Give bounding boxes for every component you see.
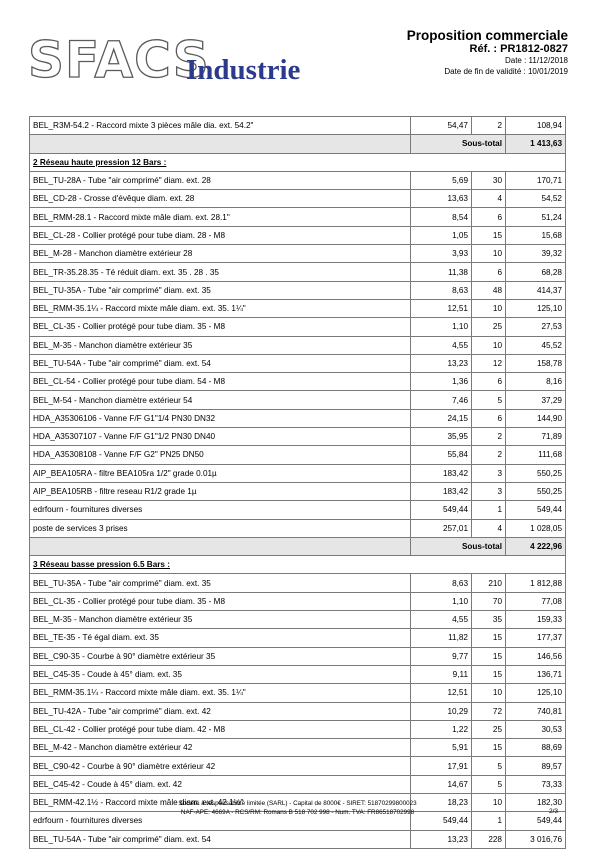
page-number: 2/3	[548, 808, 558, 815]
line-description: BEL_C45-35 - Coude à 45° diam. ext. 35	[30, 665, 411, 683]
table-row	[30, 208, 566, 226]
line-quantity: 25	[472, 318, 506, 336]
footer-line-1: Société à responsabilité limitée (SARL) - Capital de 8000€ - SIRET: 51870299800023	[178, 800, 417, 807]
line-quantity: 6	[472, 263, 506, 281]
line-quantity: 2	[472, 446, 506, 464]
line-unit-price: 17,91	[411, 757, 472, 775]
line-quantity: 1	[472, 501, 506, 519]
line-unit-price: 35,95	[411, 428, 472, 446]
line-unit-price: 55,84	[411, 446, 472, 464]
line-description: BEL_TU-35A - Tube "air comprimé" diam. ext. 35	[30, 574, 411, 592]
line-quantity: 10	[472, 336, 506, 354]
line-total: 182,30	[506, 793, 566, 811]
line-total: 125,10	[506, 684, 566, 702]
line-unit-price: 183,42	[411, 482, 472, 500]
line-unit-price: 5,69	[411, 171, 472, 189]
logo-brand: SFACS	[28, 31, 210, 89]
section-heading-row	[30, 556, 566, 574]
quote-lines-table	[29, 116, 566, 849]
line-description: BEL_C90-42 - Courbe à 90° diamètre extérieur 42	[30, 757, 411, 775]
line-total: 39,32	[506, 245, 566, 263]
line-total: 177,37	[506, 629, 566, 647]
line-unit-price: 12,51	[411, 684, 472, 702]
line-unit-price: 12,51	[411, 299, 472, 317]
table-row	[30, 409, 566, 427]
subtotal-row	[30, 537, 566, 555]
line-description: HDA_A35308108 - Vanne F/F G2" PN25 DN50	[30, 446, 411, 464]
line-total: 125,10	[506, 299, 566, 317]
line-description: BEL_TR-35.28.35 - Té réduit diam. ext. 35 . 28 . 35	[30, 263, 411, 281]
line-total: 8,16	[506, 373, 566, 391]
line-unit-price: 11,82	[411, 629, 472, 647]
line-quantity: 10	[472, 299, 506, 317]
line-quantity: 15	[472, 629, 506, 647]
line-total: 1 028,05	[506, 519, 566, 537]
line-quantity: 3	[472, 482, 506, 500]
table-row	[30, 757, 566, 775]
table-row	[30, 665, 566, 683]
table-row	[30, 117, 566, 135]
line-description: BEL_CL-35 - Collier protégé pour tube diam. 35 - M8	[30, 592, 411, 610]
logo-division: Industrie	[186, 54, 301, 86]
line-description: AIP_BEA105RB - filtre reseau R1/2 grade 1µ	[30, 482, 411, 500]
line-total: 1 812,88	[506, 574, 566, 592]
line-unit-price: 183,42	[411, 464, 472, 482]
line-unit-price: 549,44	[411, 501, 472, 519]
document-title: Proposition commerciale	[406, 28, 568, 43]
section-heading-row	[30, 153, 566, 171]
line-total: 45,52	[506, 336, 566, 354]
line-unit-price: 7,46	[411, 391, 472, 409]
line-quantity: 10	[472, 245, 506, 263]
table-row	[30, 354, 566, 372]
table-row	[30, 702, 566, 720]
line-unit-price: 1,05	[411, 226, 472, 244]
line-description: BEL_TE-35 - Té égal diam. ext. 35	[30, 629, 411, 647]
line-total: 550,25	[506, 482, 566, 500]
line-quantity: 15	[472, 739, 506, 757]
line-quantity: 1	[472, 812, 506, 830]
line-description: AIP_BEA105RA - filtre BEA105ra 1/2" grade 0.01µ	[30, 464, 411, 482]
line-unit-price: 5,91	[411, 739, 472, 757]
line-quantity: 15	[472, 665, 506, 683]
table-row	[30, 281, 566, 299]
line-unit-price: 1,10	[411, 592, 472, 610]
legal-footer	[0, 799, 595, 817]
line-unit-price: 24,15	[411, 409, 472, 427]
document-header	[407, 28, 568, 77]
table-row	[30, 720, 566, 738]
line-description: BEL_RMM-35.1¼ - Raccord mixte mâle diam. ext. 35. 1¼"	[30, 684, 411, 702]
line-description: BEL_C90-35 - Courbe à 90° diamètre extérieur 35	[30, 647, 411, 665]
line-total: 111,68	[506, 446, 566, 464]
table-row	[30, 775, 566, 793]
line-total: 158,78	[506, 354, 566, 372]
line-description: BEL_TU-54A - Tube "air comprimé" diam. ext. 54	[30, 354, 411, 372]
line-description: BEL_RMM-28.1 - Raccord mixte mâle diam. ext. 28.1"	[30, 208, 411, 226]
line-total: 71,89	[506, 428, 566, 446]
line-quantity: 30	[472, 171, 506, 189]
line-unit-price: 8,63	[411, 281, 472, 299]
section-heading: 3 Réseau basse pression 6.5 Bars :	[30, 556, 566, 574]
table-row	[30, 299, 566, 317]
line-total: 108,94	[506, 117, 566, 135]
line-unit-price: 8,54	[411, 208, 472, 226]
line-description: poste de services 3 prises	[30, 519, 411, 537]
table-row	[30, 739, 566, 757]
line-unit-price: 14,67	[411, 775, 472, 793]
line-quantity: 6	[472, 373, 506, 391]
table-row	[30, 464, 566, 482]
line-total: 54,52	[506, 190, 566, 208]
quote-lines-body	[30, 117, 566, 849]
subtotal-spacer	[30, 135, 411, 153]
line-description: BEL_TU-28A - Tube "air comprimé" diam. ext. 28	[30, 171, 411, 189]
line-total: 3 016,76	[506, 830, 566, 848]
line-quantity: 2	[472, 117, 506, 135]
table-row	[30, 428, 566, 446]
table-row	[30, 501, 566, 519]
line-description: BEL_R3M-54.2 - Raccord mixte 3 pièces mâle dia. ext. 54.2"	[30, 117, 411, 135]
company-logo	[28, 32, 318, 88]
table-row	[30, 592, 566, 610]
line-description: BEL_M-54 - Manchon diamètre extérieur 54	[30, 391, 411, 409]
line-total: 136,71	[506, 665, 566, 683]
table-row	[30, 336, 566, 354]
line-description: BEL_CL-54 - Collier protégé pour tube diam. 54 - M8	[30, 373, 411, 391]
line-description: BEL_CD-28 - Crosse d'évêque diam. ext. 28	[30, 190, 411, 208]
line-quantity: 72	[472, 702, 506, 720]
table-row	[30, 830, 566, 848]
line-total: 170,71	[506, 171, 566, 189]
line-description: HDA_A35306106 - Vanne F/F G1"1/4 PN30 DN32	[30, 409, 411, 427]
line-total: 15,68	[506, 226, 566, 244]
line-unit-price: 1,36	[411, 373, 472, 391]
table-row	[30, 171, 566, 189]
line-quantity: 4	[472, 190, 506, 208]
document-date: Date : 11/12/2018	[504, 56, 568, 65]
subtotal-label: Sous-total	[411, 537, 506, 555]
line-quantity: 4	[472, 519, 506, 537]
line-total: 549,44	[506, 501, 566, 519]
table-row	[30, 226, 566, 244]
line-unit-price: 18,23	[411, 793, 472, 811]
line-unit-price: 8,63	[411, 574, 472, 592]
line-quantity: 3	[472, 464, 506, 482]
line-quantity: 5	[472, 775, 506, 793]
line-unit-price: 10,29	[411, 702, 472, 720]
line-unit-price: 13,63	[411, 190, 472, 208]
table-row	[30, 684, 566, 702]
line-description: BEL_CL-35 - Collier protégé pour tube diam. 35 - M8	[30, 318, 411, 336]
line-quantity: 48	[472, 281, 506, 299]
line-unit-price: 11,38	[411, 263, 472, 281]
line-unit-price: 4,55	[411, 336, 472, 354]
line-total: 550,25	[506, 464, 566, 482]
line-unit-price: 1,22	[411, 720, 472, 738]
line-unit-price: 1,10	[411, 318, 472, 336]
line-total: 68,28	[506, 263, 566, 281]
line-quantity: 2	[472, 428, 506, 446]
line-unit-price: 257,01	[411, 519, 472, 537]
table-row	[30, 629, 566, 647]
table-row	[30, 245, 566, 263]
line-total: 89,57	[506, 757, 566, 775]
line-quantity: 15	[472, 226, 506, 244]
line-description: BEL_CL-42 - Collier protégé pour tube diam. 42 - M8	[30, 720, 411, 738]
table-row	[30, 574, 566, 592]
line-description: BEL_C45-42 - Coude à 45° diam. ext. 42	[30, 775, 411, 793]
line-quantity: 10	[472, 793, 506, 811]
line-total: 159,33	[506, 611, 566, 629]
line-quantity: 6	[472, 409, 506, 427]
table-row	[30, 519, 566, 537]
footer-line-2: NAF-APE: 4669A - RCS/RM: Romans B 518 702 998 - Num. TVA: FR86518702998	[180, 809, 415, 816]
line-description: BEL_M-35 - Manchon diamètre extérieur 35	[30, 336, 411, 354]
line-quantity: 210	[472, 574, 506, 592]
subtotal-spacer	[30, 537, 411, 555]
line-description: BEL_RMM-35.1¼ - Raccord mixte mâle diam. ext. 35. 1¼"	[30, 299, 411, 317]
line-total: 414,37	[506, 281, 566, 299]
table-row	[30, 263, 566, 281]
document-reference: Réf. : PR1812-0827	[469, 43, 568, 55]
line-quantity: 10	[472, 684, 506, 702]
line-description: BEL_M-35 - Manchon diamètre extérieur 35	[30, 611, 411, 629]
line-description: BEL_TU-42A - Tube "air comprimé" diam. ext. 42	[30, 702, 411, 720]
line-unit-price: 9,11	[411, 665, 472, 683]
subtotal-row	[30, 135, 566, 153]
subtotal-amount: 1 413,63	[506, 135, 566, 153]
table-row	[30, 446, 566, 464]
table-row	[30, 391, 566, 409]
line-total: 740,81	[506, 702, 566, 720]
line-quantity: 6	[472, 208, 506, 226]
line-total: 88,69	[506, 739, 566, 757]
line-unit-price: 549,44	[411, 812, 472, 830]
line-total: 73,33	[506, 775, 566, 793]
line-total: 30,53	[506, 720, 566, 738]
line-total: 144,90	[506, 409, 566, 427]
table-row	[30, 318, 566, 336]
line-unit-price: 3,93	[411, 245, 472, 263]
line-total: 51,24	[506, 208, 566, 226]
line-total: 549,44	[506, 812, 566, 830]
line-total: 37,29	[506, 391, 566, 409]
line-quantity: 5	[472, 757, 506, 775]
line-quantity: 25	[472, 720, 506, 738]
validity-date: Date de fin de validité : 10/01/2019	[444, 66, 568, 76]
section-heading: 2 Réseau haute pression 12 Bars :	[30, 153, 566, 171]
table-row	[30, 611, 566, 629]
line-description: BEL_TU-35A - Tube "air comprimé" diam. ext. 35	[30, 281, 411, 299]
line-quantity: 5	[472, 391, 506, 409]
line-description: BEL_M-42 - Manchon diamètre extérieur 42	[30, 739, 411, 757]
line-quantity: 15	[472, 647, 506, 665]
line-total: 77,08	[506, 592, 566, 610]
table-row	[30, 373, 566, 391]
line-quantity: 35	[472, 611, 506, 629]
line-total: 27,53	[506, 318, 566, 336]
line-unit-price: 9,77	[411, 647, 472, 665]
line-quantity: 12	[472, 354, 506, 372]
line-unit-price: 4,55	[411, 611, 472, 629]
line-description: HDA_A35307107 - Vanne F/F G1"1/2 PN30 DN40	[30, 428, 411, 446]
table-row	[30, 647, 566, 665]
line-description: edrfourn - fournitures diverses	[30, 812, 411, 830]
line-quantity: 228	[472, 830, 506, 848]
table-row	[30, 482, 566, 500]
line-description: edrfourn - fournitures diverses	[30, 501, 411, 519]
line-unit-price: 13,23	[411, 354, 472, 372]
subtotal-label: Sous-total	[411, 135, 506, 153]
line-description: BEL_TU-54A - Tube "air comprimé" diam. ext. 54	[30, 830, 411, 848]
line-quantity: 70	[472, 592, 506, 610]
subtotal-amount: 4 222,96	[506, 537, 566, 555]
line-total: 146,56	[506, 647, 566, 665]
line-unit-price: 13,23	[411, 830, 472, 848]
line-description: BEL_CL-28 - Collier protégé pour tube diam. 28 - M8	[30, 226, 411, 244]
line-description: BEL_RMM-42.1½ - Raccord mixte mâle diam. ext. 42.1½"	[30, 793, 411, 811]
table-row	[30, 190, 566, 208]
line-unit-price: 54,47	[411, 117, 472, 135]
line-description: BEL_M-28 - Manchon diamètre extérieur 28	[30, 245, 411, 263]
